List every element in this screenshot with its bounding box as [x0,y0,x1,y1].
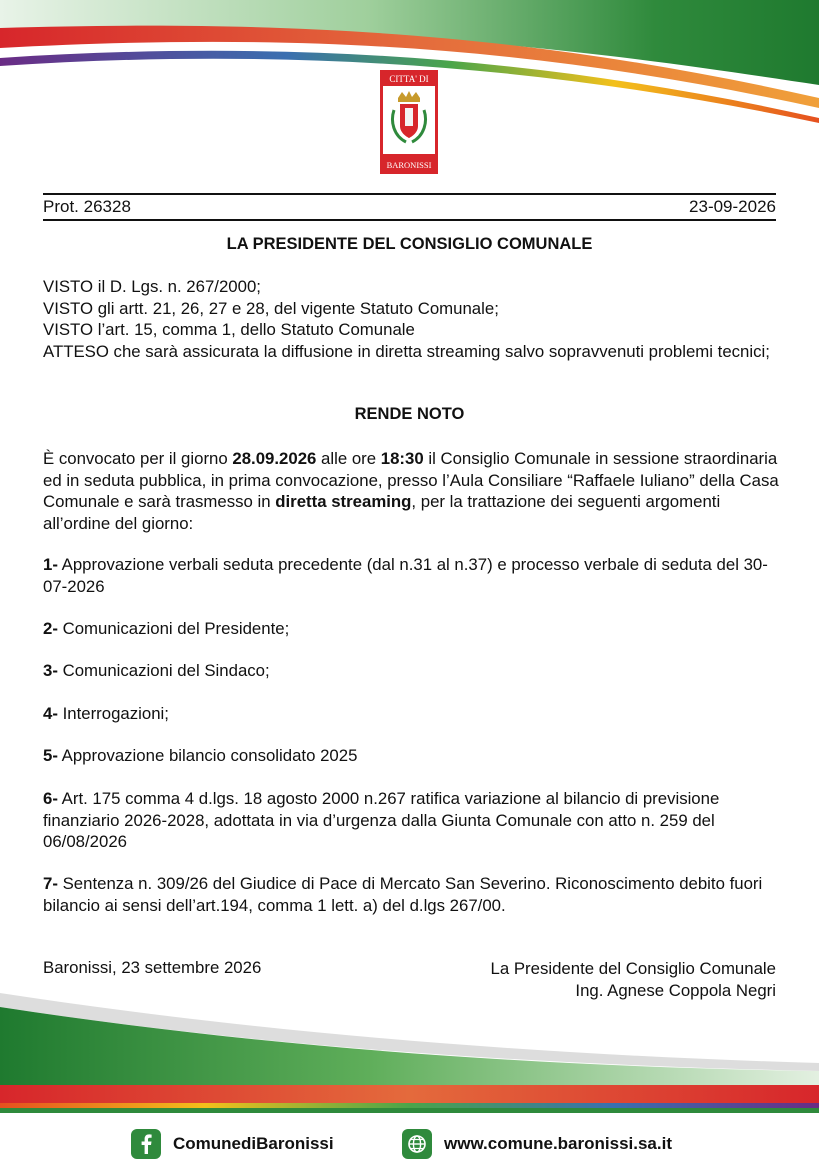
globe-icon [402,1129,432,1159]
intro-text: alle ore [316,449,381,468]
visto-line: VISTO il D. Lgs. n. 267/2000; [43,277,261,296]
intro-text: È convocato per il giorno [43,449,233,468]
agenda-text: Approvazione bilancio consolidato 2025 [57,746,358,765]
visto-line: VISTO gli artt. 21, 26, 27 e 28, del vigente Statuto Comunale; [43,298,499,318]
streaming-text: diretta streaming [275,492,412,511]
city-crest [380,70,438,174]
agenda-item [43,873,783,916]
bottom-decorative-waves [0,985,819,1120]
agenda-number: 5- [43,746,58,765]
facebook-link[interactable] [131,1129,334,1159]
agenda-number: 7- [43,874,58,893]
agenda-number: 6- [43,789,58,808]
footer [0,1126,819,1164]
intro-paragraph [43,448,783,534]
rende-noto-heading: RENDE NOTO [354,405,465,423]
facebook-icon [131,1129,161,1159]
place-date: Baronissi, 23 settembre 2026 [43,958,262,977]
agenda-item [43,745,783,767]
signatory-role: La Presidente del Consiglio Comunale [490,959,776,978]
visto-line: ATTESO che sarà assicurata la diffusione in diretta streaming salvo sopravvenuti problemi tecnici; [43,341,770,361]
intro-text: , per la trattazione dei seguenti argomenti all’ordine del giorno: [43,492,721,533]
agenda-item [43,618,783,640]
meeting-time: 18:30 [380,449,424,468]
agenda-number: 2- [43,619,58,638]
signatory-name: Ing. Agnese Coppola Negri [575,980,776,1000]
crest-bottom-text: BARONISSI [386,160,432,170]
agenda-item [43,660,783,682]
meeting-date: 28.09.2026 [232,449,317,468]
agenda-number: 1- [43,555,58,574]
agenda-number: 3- [43,661,58,680]
agenda-item [43,554,783,597]
agenda-item [43,703,783,725]
agenda-text: Comunicazioni del Presidente; [57,619,290,638]
agenda-text: Comunicazioni del Sindaco; [57,661,270,680]
protocol-row [43,193,776,221]
crest-top-text: CITTA' DI [389,74,429,84]
agenda-item [43,788,783,853]
agenda-text: Sentenza n. 309/26 del Giudice di Pace di Mercato San Severino. Riconoscimento debito fuori bilancio ai sensi dell’art.194, comma 1 lett. a) del d.lgs 267/00. [43,874,763,915]
visto-line: VISTO l’art. 15, comma 1, dello Statuto Comunale [43,320,415,339]
agenda-text: Interrogazioni; [57,704,169,723]
intro-text: il Consiglio Comunale in sessione straordinaria ed in seduta pubblica, in prima convocazione, presso l’Aula Consiliare “Raffaele Iuliano” della Casa Comunale e sarà trasmesso in [43,449,779,511]
website-label: www.comune.baronissi.sa.it [444,1134,672,1153]
facebook-label: ComunediBaronissi [173,1134,334,1153]
agenda-number: 4- [43,704,58,723]
document-title: LA PRESIDENTE DEL CONSIGLIO COMUNALE [226,235,593,253]
agenda-text: Approvazione verbali seduta precedente (dal n.31 al n.37) e processo verbale di seduta del 30-07-2026 [43,555,768,596]
protocol-date: 23-09-2026 [689,197,776,216]
visto-section [43,276,783,362]
protocol-number: Prot. 26328 [43,197,131,216]
agenda-text: Art. 175 comma 4 d.lgs. 18 agosto 2000 n.267 ratifica variazione al bilancio di previsione finanziario 2026-2028, adottata in via d’urgenza dalla Giunta Comunale con atto n. 259 del 06/08/2026 [43,789,720,851]
website-link[interactable] [402,1129,672,1159]
